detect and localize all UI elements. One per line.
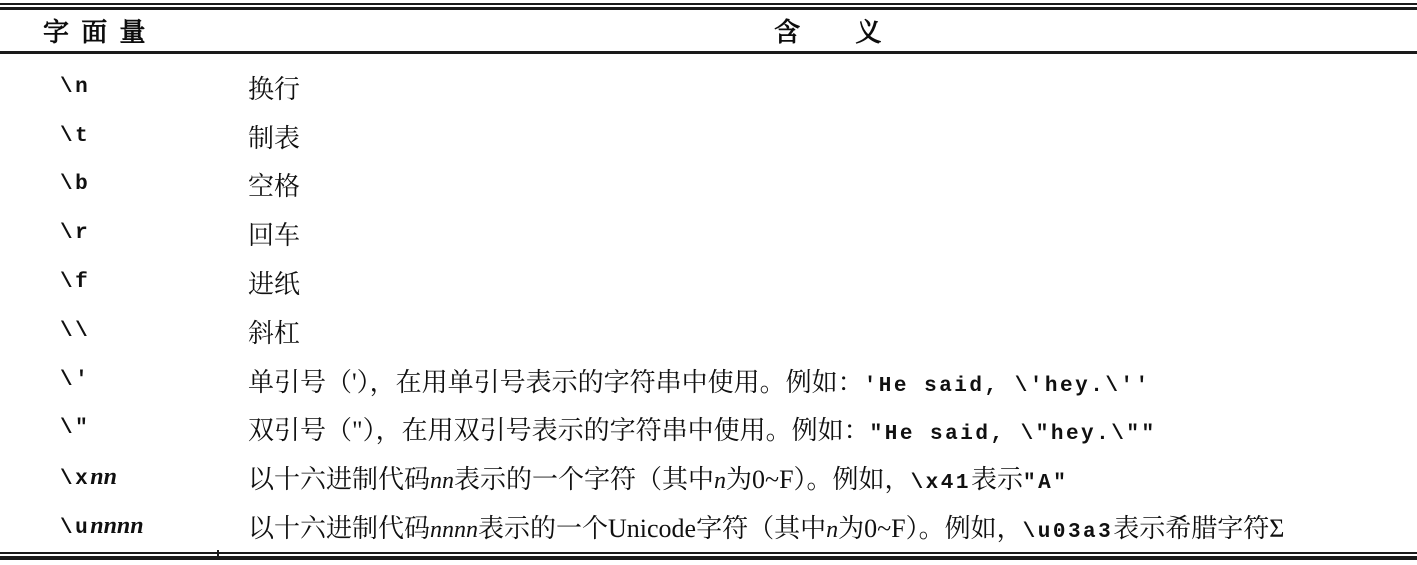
text-segment-cn: 斜杠 bbox=[248, 318, 301, 348]
table-top-rule-thin bbox=[0, 3, 1417, 5]
text-segment-cn: 空格 bbox=[248, 172, 301, 202]
literal-cell bbox=[0, 76, 218, 99]
text-segment-cn: 制表 bbox=[248, 123, 301, 153]
meaning-cell bbox=[218, 264, 1417, 301]
text-segment-it: nn bbox=[430, 468, 455, 495]
table-row bbox=[0, 453, 1417, 502]
text-segment-code: \" bbox=[60, 417, 91, 441]
meaning-cell bbox=[218, 508, 1417, 545]
text-segment-it: nnnn bbox=[430, 517, 479, 544]
table-row bbox=[0, 161, 1417, 210]
text-segment-it: n bbox=[826, 517, 839, 544]
text-segment-cn: 为0~F）。例如， bbox=[838, 514, 1023, 544]
text-segment-cn: 表示的一个Unicode字符（其中 bbox=[478, 514, 827, 544]
table-bottom-rule-thin bbox=[0, 552, 1417, 554]
text-segment-it: n bbox=[714, 468, 727, 495]
text-segment-code: \n bbox=[60, 75, 91, 99]
meaning-cell bbox=[218, 313, 1417, 350]
meaning-cell bbox=[218, 215, 1417, 252]
meaning-cell bbox=[218, 459, 1417, 496]
text-segment-cn: 为0~F）。例如， bbox=[726, 465, 911, 495]
text-segment-code: \x bbox=[60, 468, 91, 492]
text-segment-cn: 以十六进制代码 bbox=[248, 514, 431, 544]
table-row bbox=[0, 112, 1417, 161]
text-segment-cn: 以十六进制代码 bbox=[248, 465, 431, 495]
text-segment-cn: 双引号（"），在用双引号表示的字符串中使用。例如： bbox=[248, 416, 870, 446]
literal-cell bbox=[0, 417, 218, 440]
literal-cell bbox=[0, 222, 218, 245]
column-header-literal: 字 面 量 bbox=[43, 17, 148, 47]
text-segment-code: \u bbox=[60, 517, 91, 541]
text-segment-code: "A" bbox=[1023, 472, 1069, 496]
text-segment-it: nnnn bbox=[90, 513, 144, 540]
table-body bbox=[0, 54, 1417, 551]
meaning-cell bbox=[218, 166, 1417, 203]
literal-cell bbox=[0, 320, 218, 343]
text-segment-cn: 表示希腊字符Σ bbox=[1113, 514, 1285, 544]
literal-cell bbox=[0, 464, 218, 491]
text-segment-code: \x41 bbox=[910, 472, 971, 496]
table-row bbox=[0, 209, 1417, 258]
table-row bbox=[0, 502, 1417, 551]
meaning-cell bbox=[218, 69, 1417, 106]
text-segment-code: \u03a3 bbox=[1022, 521, 1114, 545]
text-segment-it: nn bbox=[90, 464, 117, 491]
text-segment-cn: 单引号（'），在用单引号表示的字符串中使用。例如： bbox=[248, 367, 864, 397]
table-row bbox=[0, 63, 1417, 112]
text-segment-code: \' bbox=[60, 368, 91, 392]
literal-cell bbox=[0, 271, 218, 294]
text-segment-code: 'He said, \'hey.\'' bbox=[863, 374, 1151, 398]
table-row bbox=[0, 405, 1417, 454]
text-segment-cn: 进纸 bbox=[248, 270, 301, 300]
meaning-cell bbox=[218, 362, 1417, 399]
text-segment-cn: 表示的一个字符（其中 bbox=[454, 465, 715, 495]
table-row bbox=[0, 356, 1417, 405]
text-segment-code: \b bbox=[60, 173, 91, 197]
text-segment-code: \t bbox=[60, 124, 91, 148]
text-segment-code: \\ bbox=[60, 319, 91, 343]
literal-cell bbox=[0, 513, 218, 540]
column-header-meaning: 含 义 bbox=[774, 17, 884, 47]
text-segment-cn: 表示 bbox=[970, 465, 1023, 495]
text-segment-cn: 回车 bbox=[248, 221, 301, 251]
literal-cell bbox=[0, 125, 218, 148]
table-header-row bbox=[0, 10, 1417, 51]
meaning-cell bbox=[218, 410, 1417, 447]
table-bottom-rule-thick bbox=[0, 556, 1417, 560]
column-divider-tick bbox=[217, 550, 219, 558]
table-row bbox=[0, 307, 1417, 356]
table-row bbox=[0, 258, 1417, 307]
text-segment-code: \r bbox=[60, 222, 91, 246]
literal-cell bbox=[0, 369, 218, 392]
text-segment-code: \f bbox=[60, 271, 91, 295]
text-segment-cn: 换行 bbox=[248, 74, 301, 104]
meaning-cell bbox=[218, 118, 1417, 155]
literal-cell bbox=[0, 173, 218, 196]
text-segment-code: "He said, \"hey.\"" bbox=[869, 423, 1157, 447]
